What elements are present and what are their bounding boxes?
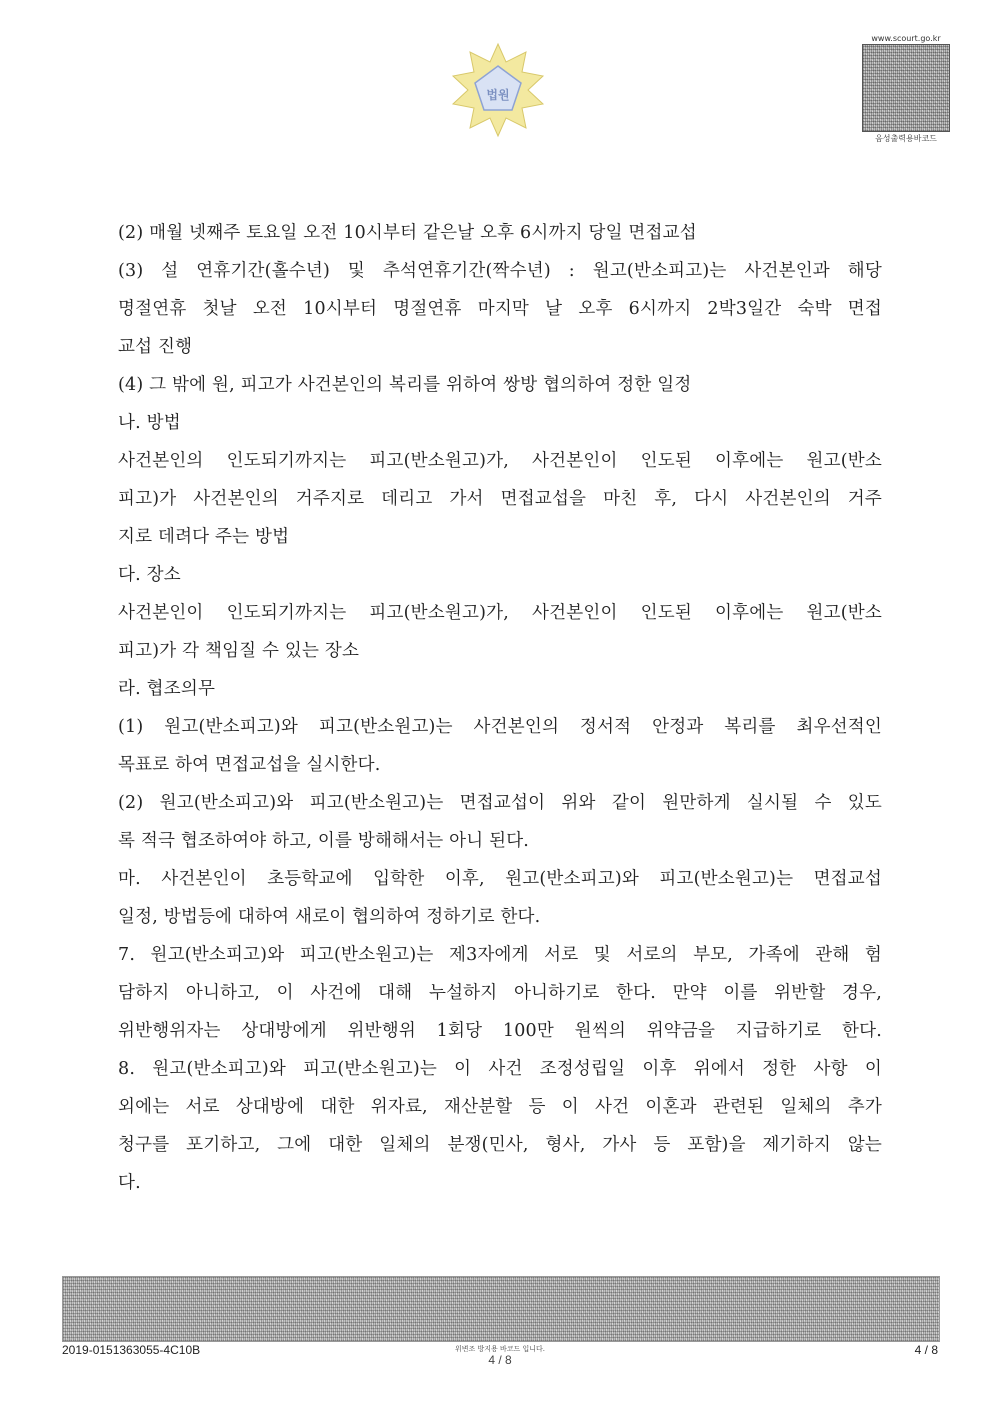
body-line: (2) 원고(반소피고)와 피고(반소원고)는 면접교섭이 위와 같이 원만하게 실시될 수 있도: [118, 793, 882, 813]
page-number-center: 4 / 8: [488, 1353, 512, 1367]
body-line: 8. 원고(반소피고)와 피고(반소원고)는 이 사건 조정성립일 이후 위에서 정한 사항 이: [118, 1059, 882, 1079]
body-line: 교섭 진행: [118, 337, 193, 357]
body-line: 사건본인이 인도되기까지는 피고(반소원고)가, 사건본인이 인도된 이후에는 원고(반소: [118, 603, 882, 623]
body-line: 7. 원고(반소피고)와 피고(반소원고)는 제3자에게 서로 및 서로의 부모, 가족에 관해 험: [118, 945, 882, 965]
emblem-label: 법원: [486, 88, 510, 102]
footer-note: 위변조 방지용 바코드 입니다.: [454, 1345, 546, 1353]
body-line: 명절연휴 첫날 오전 10시부터 명절연휴 마지막 날 오후 6시까지 2박3일간 숙박 면접: [118, 299, 882, 319]
barcode-caption: 음성출력용바코드: [875, 134, 937, 143]
body-line: 록 적극 협조하여야 하고, 이를 방해해서는 아니 된다.: [118, 831, 530, 851]
document-body: [118, 214, 882, 1202]
body-line: 마. 사건본인이 초등학교에 입학한 이후, 원고(반소피고)와 피고(반소원고)는 면접교섭: [118, 869, 882, 889]
section-heading: 라. 협조의무: [118, 679, 216, 699]
section-heading: 다. 장소: [118, 565, 181, 585]
body-line: 다.: [118, 1173, 141, 1193]
voice-barcode: [862, 44, 950, 132]
body-line: 목표로 하여 면접교섭을 실시한다.: [118, 755, 381, 775]
document-id: 2019-0151363055-4C10B: [62, 1343, 201, 1357]
body-line: 일정, 방법등에 대하여 새로이 협의하여 정하기로 한다.: [118, 907, 541, 927]
body-line: 피고)가 사건본인의 거주지로 데리고 가서 면접교섭을 마친 후, 다시 사건본인의 거주: [118, 489, 882, 509]
body-line: (2) 매월 넷째주 토요일 오전 10시부터 같은날 오후 6시까지 당일 면접교섭: [118, 223, 697, 243]
anti-forgery-barcode: [62, 1276, 940, 1342]
section-heading: 나. 방법: [118, 413, 181, 433]
page-number: 4 / 8: [914, 1343, 938, 1357]
body-line: 피고)가 각 책임질 수 있는 장소: [118, 641, 360, 661]
body-line: 외에는 서로 상대방에 대한 위자료, 재산분할 등 이 사건 이혼과 관련된 일체의 추가: [118, 1097, 882, 1117]
body-line: (3) 설 연휴기간(홀수년) 및 추석연휴기간(짝수년) : 원고(반소피고)는 사건본인과 해당: [118, 261, 882, 281]
site-url: www.scourt.go.kr: [871, 34, 941, 43]
body-line: 위반행위자는 상대방에게 위반행위 1회당 100만 원씩의 위약금을 지급하기로 한다.: [118, 1021, 882, 1041]
body-line: 청구를 포기하고, 그에 대한 일체의 분쟁(민사, 형사, 가사 등 포함)을 제기하지 않는: [118, 1135, 882, 1155]
body-line: (4) 그 밖에 원, 피고가 사건본인의 복리를 위하여 쌍방 협의하여 정한 일정: [118, 375, 692, 395]
body-line: (1) 원고(반소피고)와 피고(반소원고)는 사건본인의 정서적 안정과 복리를 최우선적인: [118, 717, 882, 737]
body-line: 지로 데려다 주는 방법: [118, 527, 290, 547]
body-line: 담하지 아니하고, 이 사건에 대해 누설하지 아니하기로 한다. 만약 이를 위반할 경우,: [118, 983, 882, 1003]
body-line: 사건본인의 인도되기까지는 피고(반소원고)가, 사건본인이 인도된 이후에는 원고(반소: [118, 451, 882, 471]
